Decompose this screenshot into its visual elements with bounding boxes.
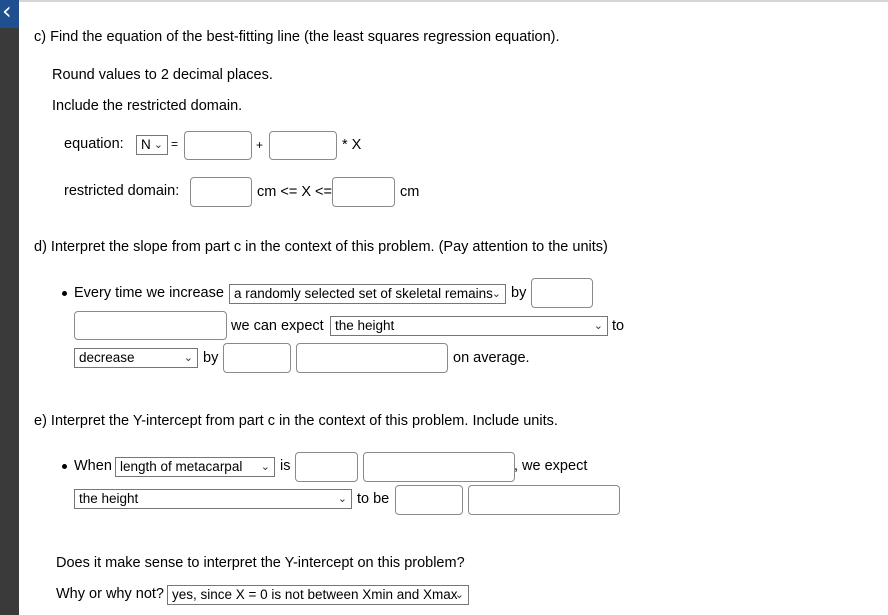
when-text: When [74, 458, 112, 474]
slope-input[interactable] [269, 131, 337, 160]
left-sidebar [0, 0, 19, 615]
increase-variable-value: a randomly selected set of skeletal remains [234, 286, 493, 301]
x-unit-input[interactable] [363, 452, 515, 482]
part-d-heading: d) Interpret the slope from part c in the context of this problem. (Pay attention to the units) [34, 239, 608, 255]
chevron-down-icon: ⌄ [260, 461, 270, 473]
height-variable-select[interactable] [74, 489, 352, 509]
response-variable-select[interactable] [136, 135, 168, 155]
chevron-down-icon: ⌄ [454, 589, 464, 601]
chevron-down-icon: ⌄ [153, 139, 163, 151]
on-average-text: on average. [453, 350, 530, 366]
why-label: Why or why not? [56, 586, 164, 602]
plus-sign: + [256, 138, 264, 152]
increase-variable-select[interactable] [229, 284, 506, 304]
chevron-down-icon: ⌄ [337, 493, 347, 505]
bullet-icon [62, 291, 67, 296]
to-text: to [612, 318, 625, 334]
domain-inequality-text: cm <= X <= [257, 184, 332, 200]
domain-note: Include the restricted domain. [52, 98, 243, 114]
chevron-down-icon: ⌄ [593, 320, 603, 332]
equation-label: equation: [64, 136, 124, 152]
round-note: Round values to 2 decimal places. [52, 67, 273, 83]
expect-variable-value: the height [335, 318, 395, 333]
direction-select[interactable] [74, 348, 198, 368]
change-amount-input[interactable] [223, 343, 291, 373]
we-can-expect-text: we can expect [231, 318, 324, 334]
domain-max-input[interactable] [332, 177, 395, 207]
increase-amount-input[interactable] [531, 278, 593, 308]
x-value-input[interactable] [295, 452, 358, 482]
expect-variable-select[interactable] [330, 316, 608, 336]
by-text: by [511, 285, 527, 301]
height-variable-value: the height [79, 491, 139, 506]
back-button[interactable] [0, 0, 19, 28]
part-c-heading: c) Find the equation of the best-fitting line (the least squares regression equation). [34, 29, 560, 45]
y-value-input[interactable] [395, 485, 463, 515]
restricted-domain-label: restricted domain: [64, 183, 180, 199]
times-x-text: * X [342, 137, 362, 153]
every-time-text: Every time we increase [74, 285, 224, 301]
intercept-question: Does it make sense to interpret the Y-intercept on this problem? [56, 555, 465, 571]
response-variable-value: N [141, 137, 151, 152]
top-divider [19, 0, 888, 2]
why-value: yes, since X = 0 is not between Xmin and Xmax [172, 587, 458, 602]
chevron-down-icon: ⌄ [183, 352, 193, 364]
intercept-input[interactable] [184, 131, 252, 160]
when-variable-value: length of metacarpal [120, 459, 243, 474]
change-unit-input[interactable] [296, 343, 448, 373]
increase-unit-input[interactable] [74, 311, 227, 340]
when-variable-select[interactable] [115, 457, 275, 477]
we-expect-text: , we expect [514, 458, 588, 474]
why-select[interactable] [167, 585, 469, 605]
by-text-2: by [203, 350, 219, 366]
part-e-heading: e) Interpret the Y-intercept from part c in the context of this problem. Include units. [34, 413, 558, 429]
domain-min-input[interactable] [190, 177, 252, 207]
chevron-down-icon: ⌄ [491, 288, 501, 300]
is-text: is [280, 458, 291, 474]
unit-cm-text: cm [400, 184, 420, 200]
y-unit-input[interactable] [468, 485, 620, 515]
to-be-text: to be [357, 491, 390, 507]
direction-value: decrease [79, 350, 135, 365]
bullet-icon [62, 464, 67, 469]
equals-sign: = [171, 137, 179, 151]
chevron-left-icon: ‹ [2, 0, 12, 25]
